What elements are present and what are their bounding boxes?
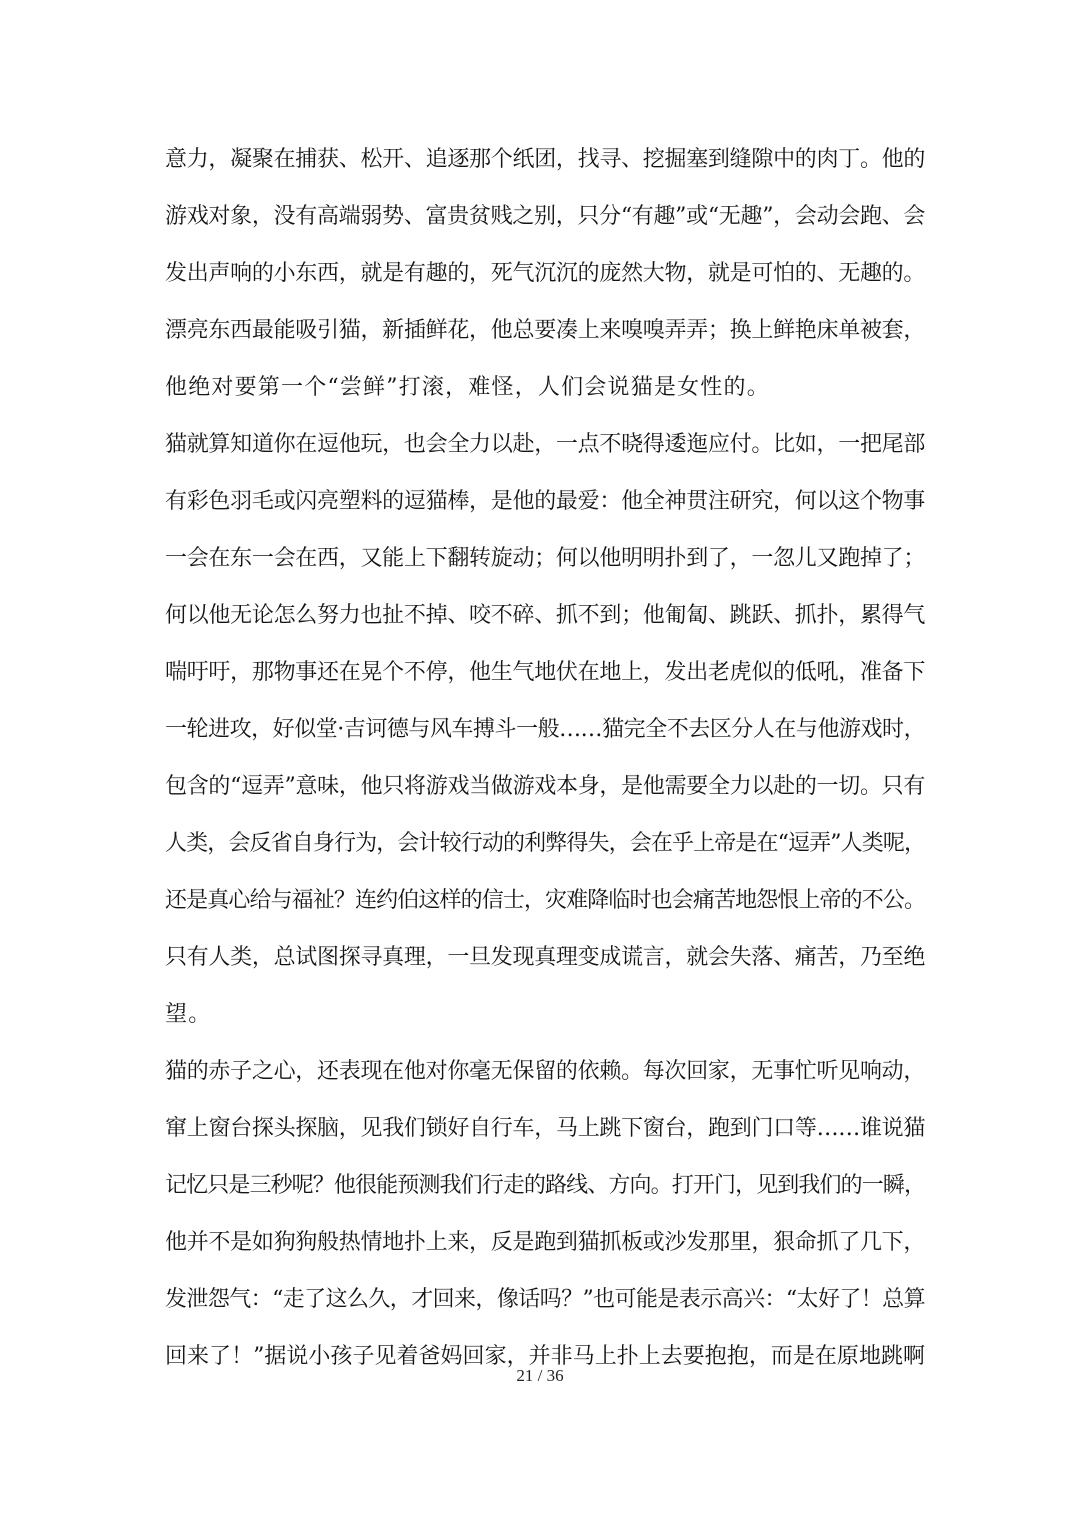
- text-line: 游戏对象，没有高端弱势、富贵贫贱之别，只分“有趣”或“无趣”，会动会跑、会: [165, 204, 925, 229]
- text-line: 猫的赤子之心，还表现在他对你毫无保留的依赖。每次回家，无事忙听见响动，: [165, 1059, 925, 1084]
- text-line: 意力，凝聚在捕获、松开、追逐那个纸团，找寻、挖掘塞到缝隙中的肉丁。他的: [165, 147, 925, 172]
- text-line: 他并不是如狗狗般热情地扑上来，反是跑到猫抓板或沙发那里，狠命抓了几下，: [165, 1230, 925, 1255]
- page-number: 21 / 36: [516, 1366, 564, 1385]
- text-line: 只有人类，总试图探寻真理，一旦发现真理变成谎言，就会失落、痛苦，乃至绝: [165, 945, 925, 970]
- text-line: 回来了！”据说小孩子见着爸妈回家，并非马上扑上去要抱抱，而是在原地跳啊: [165, 1344, 925, 1369]
- text-line: 一会在东一会在西，又能上下翻转旋动；何以他明明扑到了，一忽儿又跑掉了；: [165, 546, 925, 571]
- text-line: 他绝对要第一个“尝鲜”打滚，难怪，人们会说猫是女性的。: [165, 375, 770, 400]
- text-line: 一轮进攻，好似堂·吉诃德与风车搏斗一般……猫完全不去区分人在与他游戏时，: [165, 717, 925, 742]
- text-line: 喘吁吁，那物事还在晃个不停，他生气地伏在地上，发出老虎似的低吼，准备下: [165, 660, 925, 685]
- body-text: [165, 136, 925, 1390]
- text-line: 望。: [165, 1002, 212, 1027]
- text-line: 猫就算知道你在逗他玩，也会全力以赴，一点不晓得逶迤应付。比如，一把尾部: [165, 432, 925, 457]
- text-line: 还是真心给与福祉？连约伯这样的信士，灾难降临时也会痛苦地怨恨上帝的不公。: [165, 888, 925, 913]
- text-line: 何以他无论怎么努力也扯不掉、咬不碎、抓不到；他匍匐、跳跃、抓扑，累得气: [165, 603, 925, 628]
- text-line: 包含的“逗弄”意味，他只将游戏当做游戏本身，是他需要全力以赴的一切。只有: [165, 774, 925, 799]
- text-line: 漂亮东西最能吸引猫，新插鲜花，他总要凑上来嗅嗅弄弄；换上鲜艳床单被套，: [165, 318, 925, 343]
- text-line: 发出声响的小东西，就是有趣的，死气沉沉的庞然大物，就是可怕的、无趣的。: [165, 261, 925, 286]
- text-line: 人类，会反省自身行为，会计较行动的利弊得失，会在乎上帝是在“逗弄”人类呢，: [165, 831, 925, 856]
- text-line: 有彩色羽毛或闪亮塑料的逗猫棒，是他的最爱：他全神贯注研究，何以这个物事: [165, 489, 925, 514]
- text-line: 记忆只是三秒呢？他很能预测我们行走的路线、方向。打开门，见到我们的一瞬，: [165, 1173, 925, 1198]
- text-line: 发泄怨气：“走了这么久，才回来，像话吗？”也可能是表示高兴：“太好了！总算: [165, 1287, 925, 1312]
- text-line: 窜上窗台探头探脑，见我们锁好自行车，马上跳下窗台，跑到门口等……谁说猫: [165, 1116, 925, 1141]
